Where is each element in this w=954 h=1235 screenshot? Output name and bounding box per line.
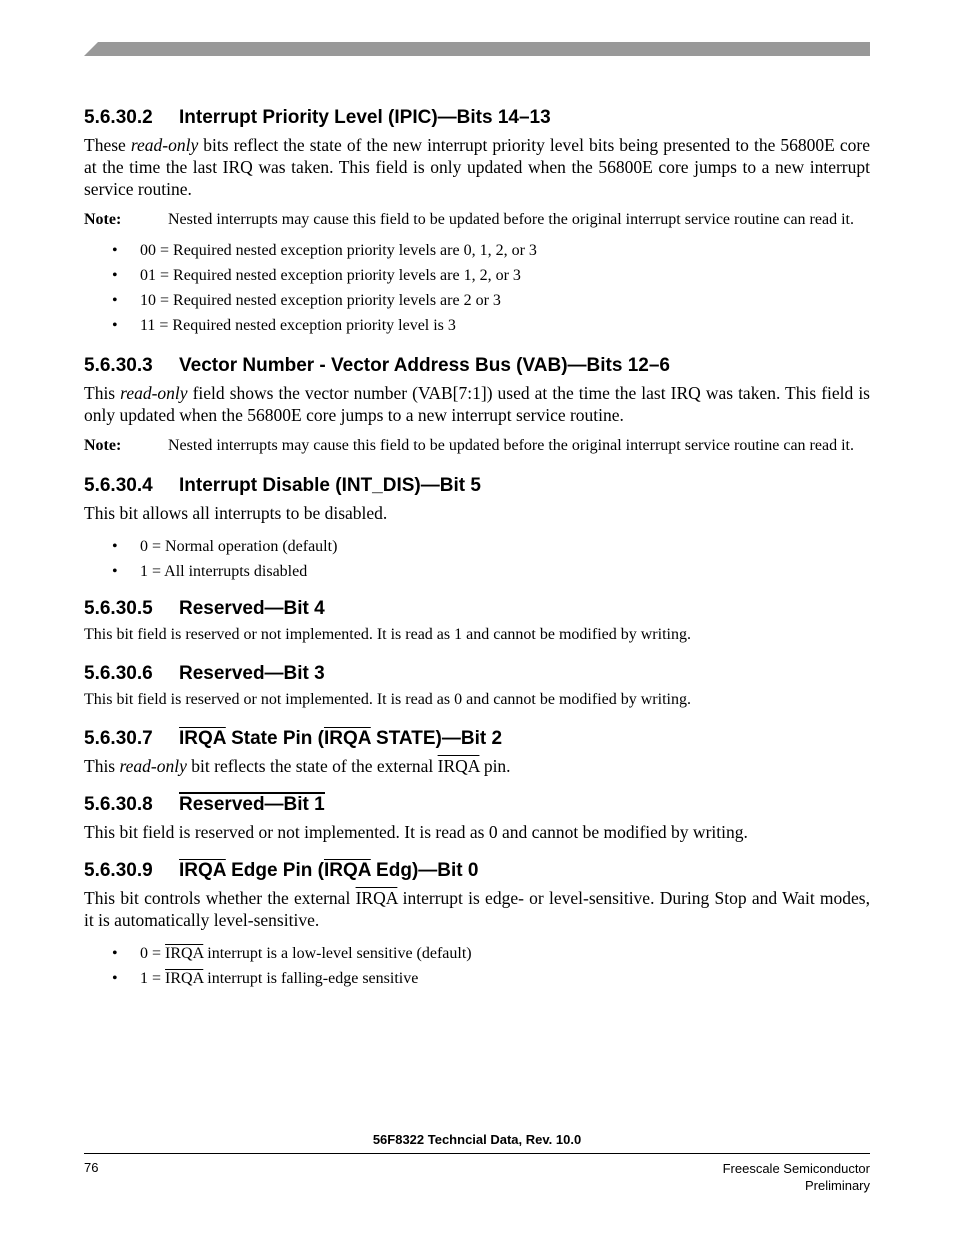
section-reserved-bit4 — [84, 597, 870, 645]
footer-document-title: 56F8322 Techncial Data, Rev. 10.0 — [372, 1132, 582, 1147]
footer-divider — [84, 1153, 870, 1154]
text: 1 = — [140, 970, 166, 987]
irqa-overbar: IRQA — [179, 860, 226, 881]
paragraph — [84, 134, 870, 200]
irqa-overbar: IRQA — [165, 945, 204, 962]
section-title: Reserved—Bit 1 — [179, 794, 325, 815]
list-item-text: 0 = Normal operation (default) — [140, 538, 338, 555]
bullet: • — [112, 317, 118, 334]
section-number: 5.6.30.4 — [84, 475, 153, 496]
irqa-overbar: IRQA — [437, 756, 480, 776]
list-item-text: 11 = Required nested exception priority level is 3 — [140, 317, 456, 334]
section-number: 5.6.30.8 — [84, 794, 153, 815]
irqa-overbar: IRQA — [165, 970, 204, 987]
section-number: 5.6.30.7 — [84, 728, 153, 749]
list-item-text: 1 = All interrupts disabled — [140, 563, 308, 580]
note — [84, 436, 870, 456]
page-content — [84, 106, 870, 991]
bullet-list — [84, 941, 870, 991]
section-heading — [84, 106, 870, 130]
section-heading — [84, 354, 870, 378]
bullet-list — [84, 238, 870, 338]
section-heading — [84, 474, 870, 498]
note-label: Note: — [84, 437, 122, 454]
list-item — [84, 263, 870, 288]
list-item — [84, 941, 870, 966]
text: bits reflect the state of the new interrupt priority level bits being presented to the 56800E core at the time the last IRQ was taken. This field is only updated when the 56800E core jumps to a new interrupt service routine. — [84, 135, 870, 199]
page-number: 76 — [84, 1160, 99, 1175]
text: interrupt is edge- or level-sensitive. During Stop and Wait modes, it is automatically level-sensitive. — [84, 888, 870, 930]
emphasis: read-only — [130, 135, 199, 155]
text: bit reflects the state of the external — [186, 756, 438, 776]
list-item-text: 01 = Required nested exception priority levels are 1, 2, or 3 — [140, 267, 521, 284]
emphasis: read-only — [120, 383, 188, 403]
bullet: • — [112, 538, 118, 555]
section-heading — [84, 727, 870, 751]
list-item-text — [140, 941, 472, 966]
text: 0 = — [140, 945, 166, 962]
irqa-overbar: IRQA — [323, 860, 371, 881]
emphasis: read-only — [119, 756, 187, 776]
note — [84, 210, 870, 230]
paragraph: This bit field is reserved or not implemented. It is read as 1 and cannot be modified by writing. — [84, 626, 691, 643]
section-title: Interrupt Disable (INT_DIS)—Bit 5 — [179, 475, 481, 496]
list-item — [84, 238, 870, 263]
section-heading — [84, 662, 870, 686]
text: This — [84, 756, 120, 776]
note-text: Nested interrupts may cause this field to be updated before the original interrupt service routine can read it. — [168, 437, 854, 454]
list-item — [84, 559, 870, 584]
section-title: STATE)—Bit 2 — [370, 728, 503, 749]
text: This bit controls whether the external — [84, 888, 356, 908]
section-title: Edg)—Bit 0 — [370, 860, 479, 881]
section-number: 5.6.30.5 — [84, 598, 153, 619]
paragraph: This bit field is reserved or not implemented. It is read as 0 and cannot be modified by writing. — [84, 691, 691, 708]
document-status: Preliminary — [804, 1178, 870, 1193]
paragraph: This bit allows all interrupts to be disabled. — [84, 503, 388, 523]
note-label: Note: — [84, 211, 122, 228]
section-title: Edge Pin ( — [225, 860, 324, 881]
section-vab — [84, 354, 870, 456]
section-title: Reserved—Bit 4 — [179, 598, 325, 619]
section-number: 5.6.30.9 — [84, 860, 153, 881]
paragraph — [84, 382, 870, 426]
list-item-text: 00 = Required nested exception priority levels are 0, 1, 2, or 3 — [140, 242, 537, 259]
paragraph: This bit field is reserved or not implemented. It is read as 0 and cannot be modified by writing. — [84, 822, 748, 842]
bullet-list — [84, 534, 870, 584]
irqa-overbar: IRQA — [179, 728, 226, 749]
irqa-overbar: IRQA — [323, 728, 371, 749]
paragraph — [84, 887, 870, 931]
bullet: • — [112, 292, 118, 309]
section-title: State Pin ( — [225, 728, 324, 749]
section-title: Reserved—Bit 3 — [179, 663, 325, 684]
section-reserved-bit3 — [84, 662, 870, 710]
section-heading — [84, 793, 870, 817]
paragraph — [84, 755, 870, 777]
list-item-text: 10 = Required nested exception priority levels are 2 or 3 — [140, 292, 501, 309]
list-item-text — [140, 966, 418, 991]
bullet: • — [112, 267, 118, 284]
bullet: • — [112, 242, 118, 259]
bullet: • — [112, 945, 118, 962]
note-text: Nested interrupts may cause this field to be updated before the original interrupt service routine can read it. — [168, 211, 854, 228]
text: This — [84, 383, 121, 403]
section-reserved-bit1 — [84, 793, 870, 843]
list-item — [84, 966, 870, 991]
text: pin. — [479, 756, 511, 776]
footer-company-block — [723, 1160, 870, 1194]
section-title: Interrupt Priority Level (IPIC)—Bits 14–13 — [179, 107, 551, 128]
section-number: 5.6.30.3 — [84, 355, 153, 376]
section-heading — [84, 597, 870, 621]
company-name: Freescale Semiconductor — [722, 1161, 870, 1176]
header-bar — [84, 42, 870, 56]
list-item — [84, 313, 870, 338]
text: These — [84, 135, 131, 155]
section-number: 5.6.30.6 — [84, 663, 153, 684]
section-int-dis — [84, 474, 870, 584]
section-title: Vector Number - Vector Address Bus (VAB)—Bits 12–6 — [179, 355, 670, 376]
text: interrupt is a low-level sensitive (default) — [203, 945, 472, 962]
list-item — [84, 534, 870, 559]
irqa-overbar: IRQA — [355, 888, 398, 908]
section-number: 5.6.30.2 — [84, 107, 153, 128]
text: field shows the vector number (VAB[7:1]) used at the time the last IRQ was taken. This field is only updated when the 56800E core jumps to a new interrupt service routine. — [84, 383, 870, 425]
section-heading — [84, 859, 870, 883]
text: interrupt is falling-edge sensitive — [203, 970, 419, 987]
list-item — [84, 288, 870, 313]
section-ipic — [84, 106, 870, 338]
bullet: • — [112, 970, 118, 987]
section-irqa-edge — [84, 859, 870, 991]
section-irqa-state — [84, 727, 870, 777]
bullet: • — [112, 563, 118, 580]
